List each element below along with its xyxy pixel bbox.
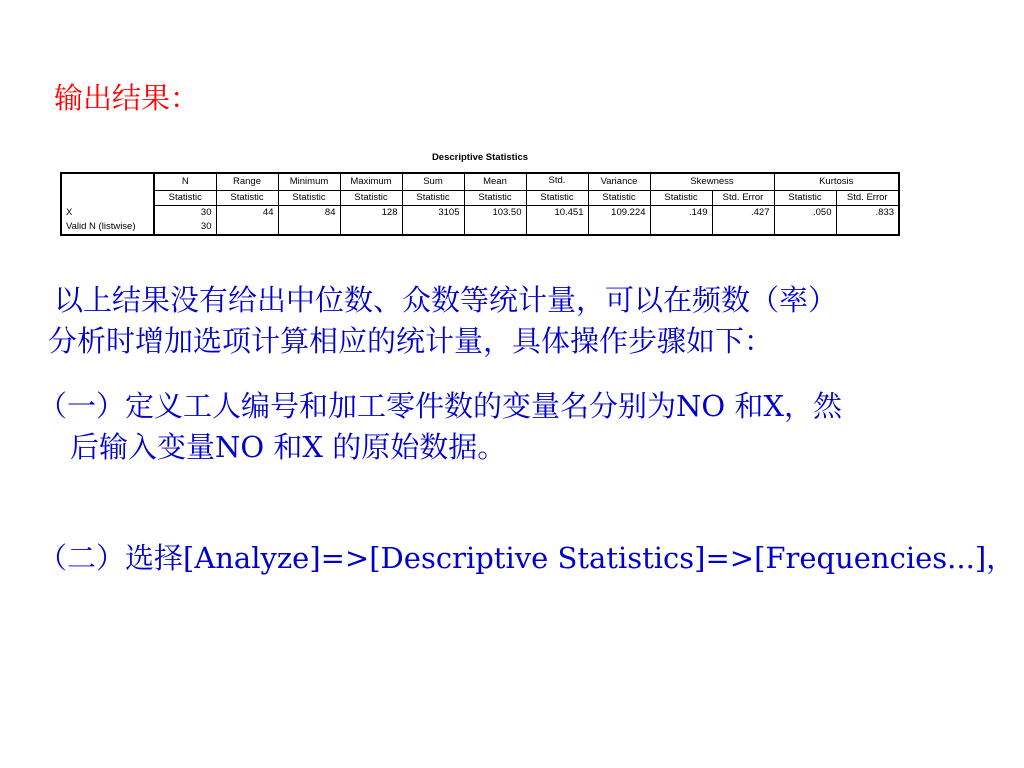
subheader-cell: Statistic (340, 191, 402, 206)
table-cell (278, 220, 340, 235)
table-cell: .833 (836, 206, 899, 221)
table-cell (836, 220, 899, 235)
table-cell (650, 220, 712, 235)
row-label: Valid N (listwise) (61, 220, 154, 235)
subheader-cell: Std. Error (712, 191, 774, 206)
table-cell (464, 220, 526, 235)
table-row (61, 206, 899, 221)
step-two: （二）选择[Analyze]=>[Descriptive Statistics]=>[Frequencies...]， (38, 541, 1016, 575)
subheader-cell: Statistic (464, 191, 526, 206)
subheader-cell: Statistic (278, 191, 340, 206)
header-minimum: Minimum (278, 173, 340, 191)
header-sum: Sum (402, 173, 464, 191)
header-n: N (154, 173, 216, 191)
corner-cell (61, 173, 154, 206)
subheader-cell: Statistic (774, 191, 836, 206)
subheader-cell: Statistic (650, 191, 712, 206)
header-skewness: Skewness (650, 173, 774, 191)
table-cell: 103.50 (464, 206, 526, 221)
table-cell: 30 (154, 206, 216, 221)
header-kurtosis: Kurtosis (774, 173, 899, 191)
subheader-cell: Statistic (526, 191, 588, 206)
header-range: Range (216, 173, 278, 191)
table-cell (216, 220, 278, 235)
subheader-cell: Statistic (402, 191, 464, 206)
table-cell (774, 220, 836, 235)
paragraph-intro-line2: 分析时增加选项计算相应的统计量，具体操作步骤如下： (48, 324, 774, 358)
table-header-row (61, 173, 899, 191)
table-cell (588, 220, 650, 235)
subheader-cell: Statistic (154, 191, 216, 206)
table-cell: .427 (712, 206, 774, 221)
header-maximum: Maximum (340, 173, 402, 191)
table-cell: 10.451 (526, 206, 588, 221)
table-cell (402, 220, 464, 235)
slide-heading: 输出结果： (54, 81, 200, 115)
step-one (38, 386, 842, 468)
table-subheader-row (61, 191, 899, 206)
step-one-line2: 后输入变量NO 和X 的原始数据。 (70, 430, 507, 464)
descriptive-statistics-table (60, 172, 900, 236)
table-title: Descriptive Statistics (431, 152, 529, 163)
table-row (61, 220, 899, 235)
paragraph-intro (48, 280, 838, 362)
table-cell (340, 220, 402, 235)
paragraph-intro-line1: 以上结果没有给出中位数、众数等统计量，可以在频数（率） (54, 283, 838, 317)
table-cell: 84 (278, 206, 340, 221)
subheader-cell: Std. Error (836, 191, 899, 206)
table-cell: 109.224 (588, 206, 650, 221)
table-cell: 44 (216, 206, 278, 221)
header-std: Std. (526, 173, 588, 191)
table-cell: 128 (340, 206, 402, 221)
row-label: X (61, 206, 154, 221)
table-cell: 30 (154, 220, 216, 235)
subheader-cell: Statistic (588, 191, 650, 206)
table-cell: .050 (774, 206, 836, 221)
step-one-line1: （一）定义工人编号和加工零件数的变量名分别为NO 和X，然 (38, 389, 843, 423)
table-cell (526, 220, 588, 235)
table-cell: .149 (650, 206, 712, 221)
header-variance: Variance (588, 173, 650, 191)
table-cell: 3105 (402, 206, 464, 221)
header-mean: Mean (464, 173, 526, 191)
subheader-cell: Statistic (216, 191, 278, 206)
table-cell (712, 220, 774, 235)
